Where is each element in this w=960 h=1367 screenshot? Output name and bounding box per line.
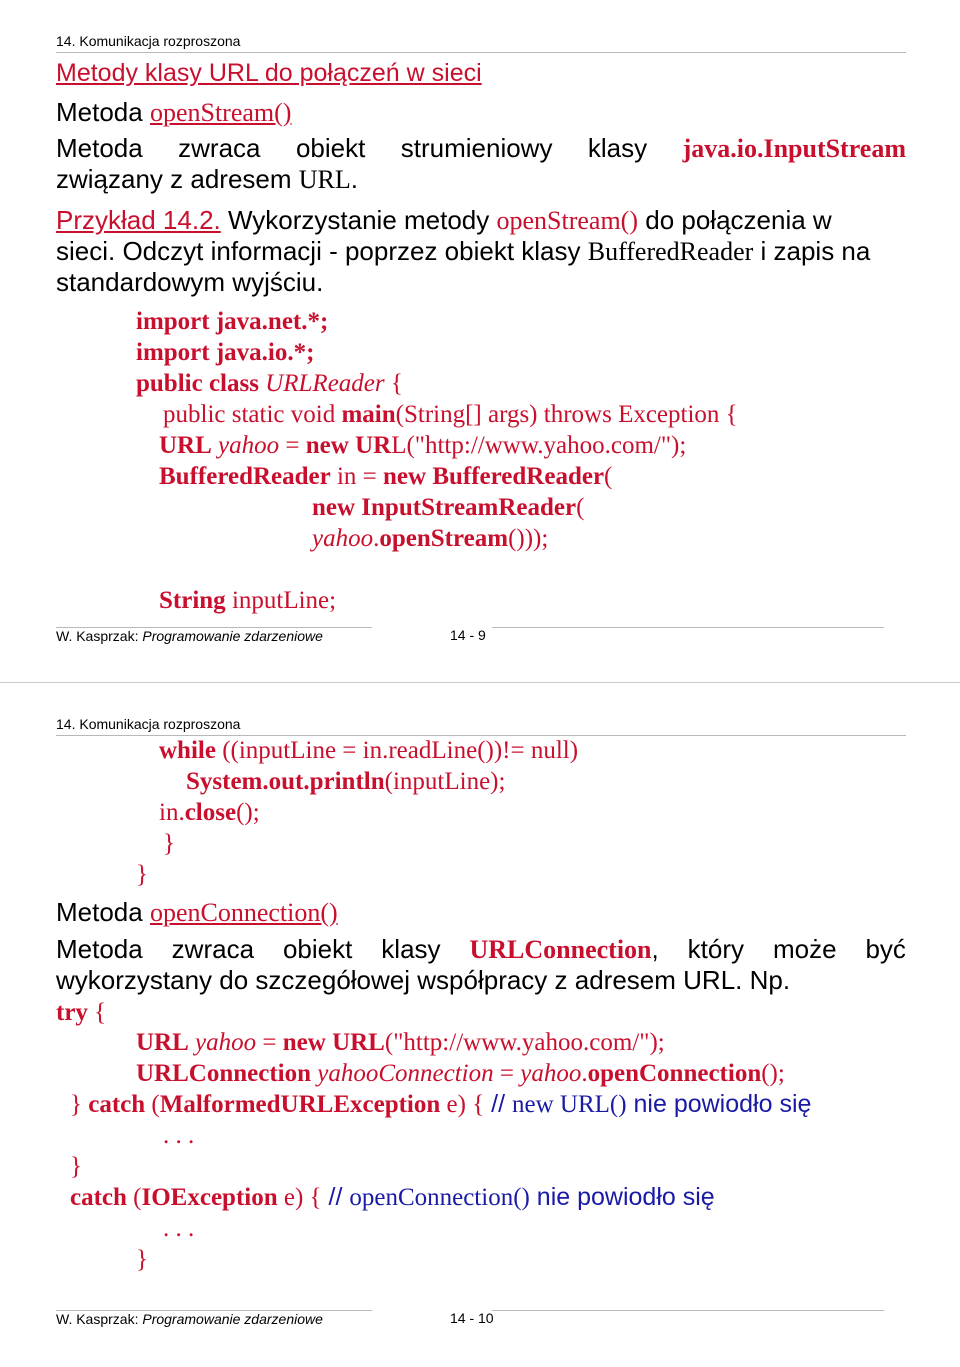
code-line: BufferedReader in = new BufferedReader( xyxy=(159,463,613,490)
code-line: while ((inputLine = in.readLine())!= null) xyxy=(159,737,579,764)
code-line: } xyxy=(136,861,148,888)
code-line: . . . xyxy=(163,1215,195,1242)
example-line3: standardowym wyjściu. xyxy=(56,267,324,297)
page-number: 14 - 10 xyxy=(450,1310,494,1326)
footer-author: W. Kasprzak: Programowanie zdarzeniowe xyxy=(56,1311,323,1327)
class-name: java.io.InputStream xyxy=(682,134,906,163)
slide-header: 14. Komunikacja rozproszona xyxy=(56,716,241,732)
header-rule xyxy=(56,52,906,53)
code-line: URL yahoo = new URL("http://www.yahoo.com/"); xyxy=(136,1029,665,1056)
code-line: String inputLine; xyxy=(159,587,337,614)
method-name: openConnection() xyxy=(149,898,338,927)
method-description-line1: Metoda zwraca obiekt klasy URLConnection, który może być xyxy=(56,934,906,964)
footer-rule-right xyxy=(492,627,884,628)
code-line: import java.net.*; xyxy=(136,308,329,335)
method-description-line2: wykorzystany do szczegółowej współpracy z adresem URL. Np. xyxy=(56,965,791,995)
footer-author: W. Kasprzak: Programowanie zdarzeniowe xyxy=(56,628,323,644)
code-line: } xyxy=(163,830,175,857)
footer-rule-right xyxy=(492,1310,884,1311)
code-line: } xyxy=(70,1153,82,1180)
code-line: System.out.println(inputLine); xyxy=(186,768,506,795)
code-line: URL yahoo = new URL("http://www.yahoo.com/"); xyxy=(159,432,687,459)
code-line: public static void main(String[] args) throws Exception { xyxy=(163,401,738,428)
code-line: } xyxy=(136,1246,148,1273)
code-line: } catch (MalformedURLException e) { // new URL() nie powiodło się xyxy=(70,1090,812,1118)
class-name: URLConnection xyxy=(469,935,652,964)
code-line: yahoo.openStream())); xyxy=(312,525,549,552)
slide-header: 14. Komunikacja rozproszona xyxy=(56,33,241,49)
slide-title: Metody klasy URL do połączeń w sieci xyxy=(56,59,482,87)
code-line: public class URLReader { xyxy=(136,370,403,397)
method-name: openStream() xyxy=(149,98,292,127)
example-line1: Przykład 14.2. Wykorzystanie metody openStream() do połączenia w xyxy=(56,205,832,235)
code-line: catch (IOException e) { // openConnection() nie powiodło się xyxy=(70,1183,715,1211)
method-description-line1: Metoda zwraca obiekt strumieniowy klasy java.io.InputStream xyxy=(56,133,906,163)
method-heading: Metoda openConnection() xyxy=(56,897,338,927)
code-line: . . . xyxy=(163,1122,195,1149)
code-line: try { xyxy=(56,999,107,1026)
code-line: new InputStreamReader( xyxy=(312,494,585,521)
code-line: import java.io.*; xyxy=(136,339,315,366)
example-line2: sieci. Odczyt informacji - poprzez obiekt klasy BufferedReader i zapis na xyxy=(56,236,871,266)
example-label: Przykład 14.2. xyxy=(56,205,221,235)
page-number: 14 - 9 xyxy=(450,627,486,643)
code-line: URLConnection yahooConnection = yahoo.openConnection(); xyxy=(136,1060,785,1087)
method-heading: Metoda openStream() xyxy=(56,97,292,127)
method-description-line2: związany z adresem URL. xyxy=(56,164,358,194)
code-line: in.close(); xyxy=(159,799,260,826)
page-separator xyxy=(0,682,960,683)
